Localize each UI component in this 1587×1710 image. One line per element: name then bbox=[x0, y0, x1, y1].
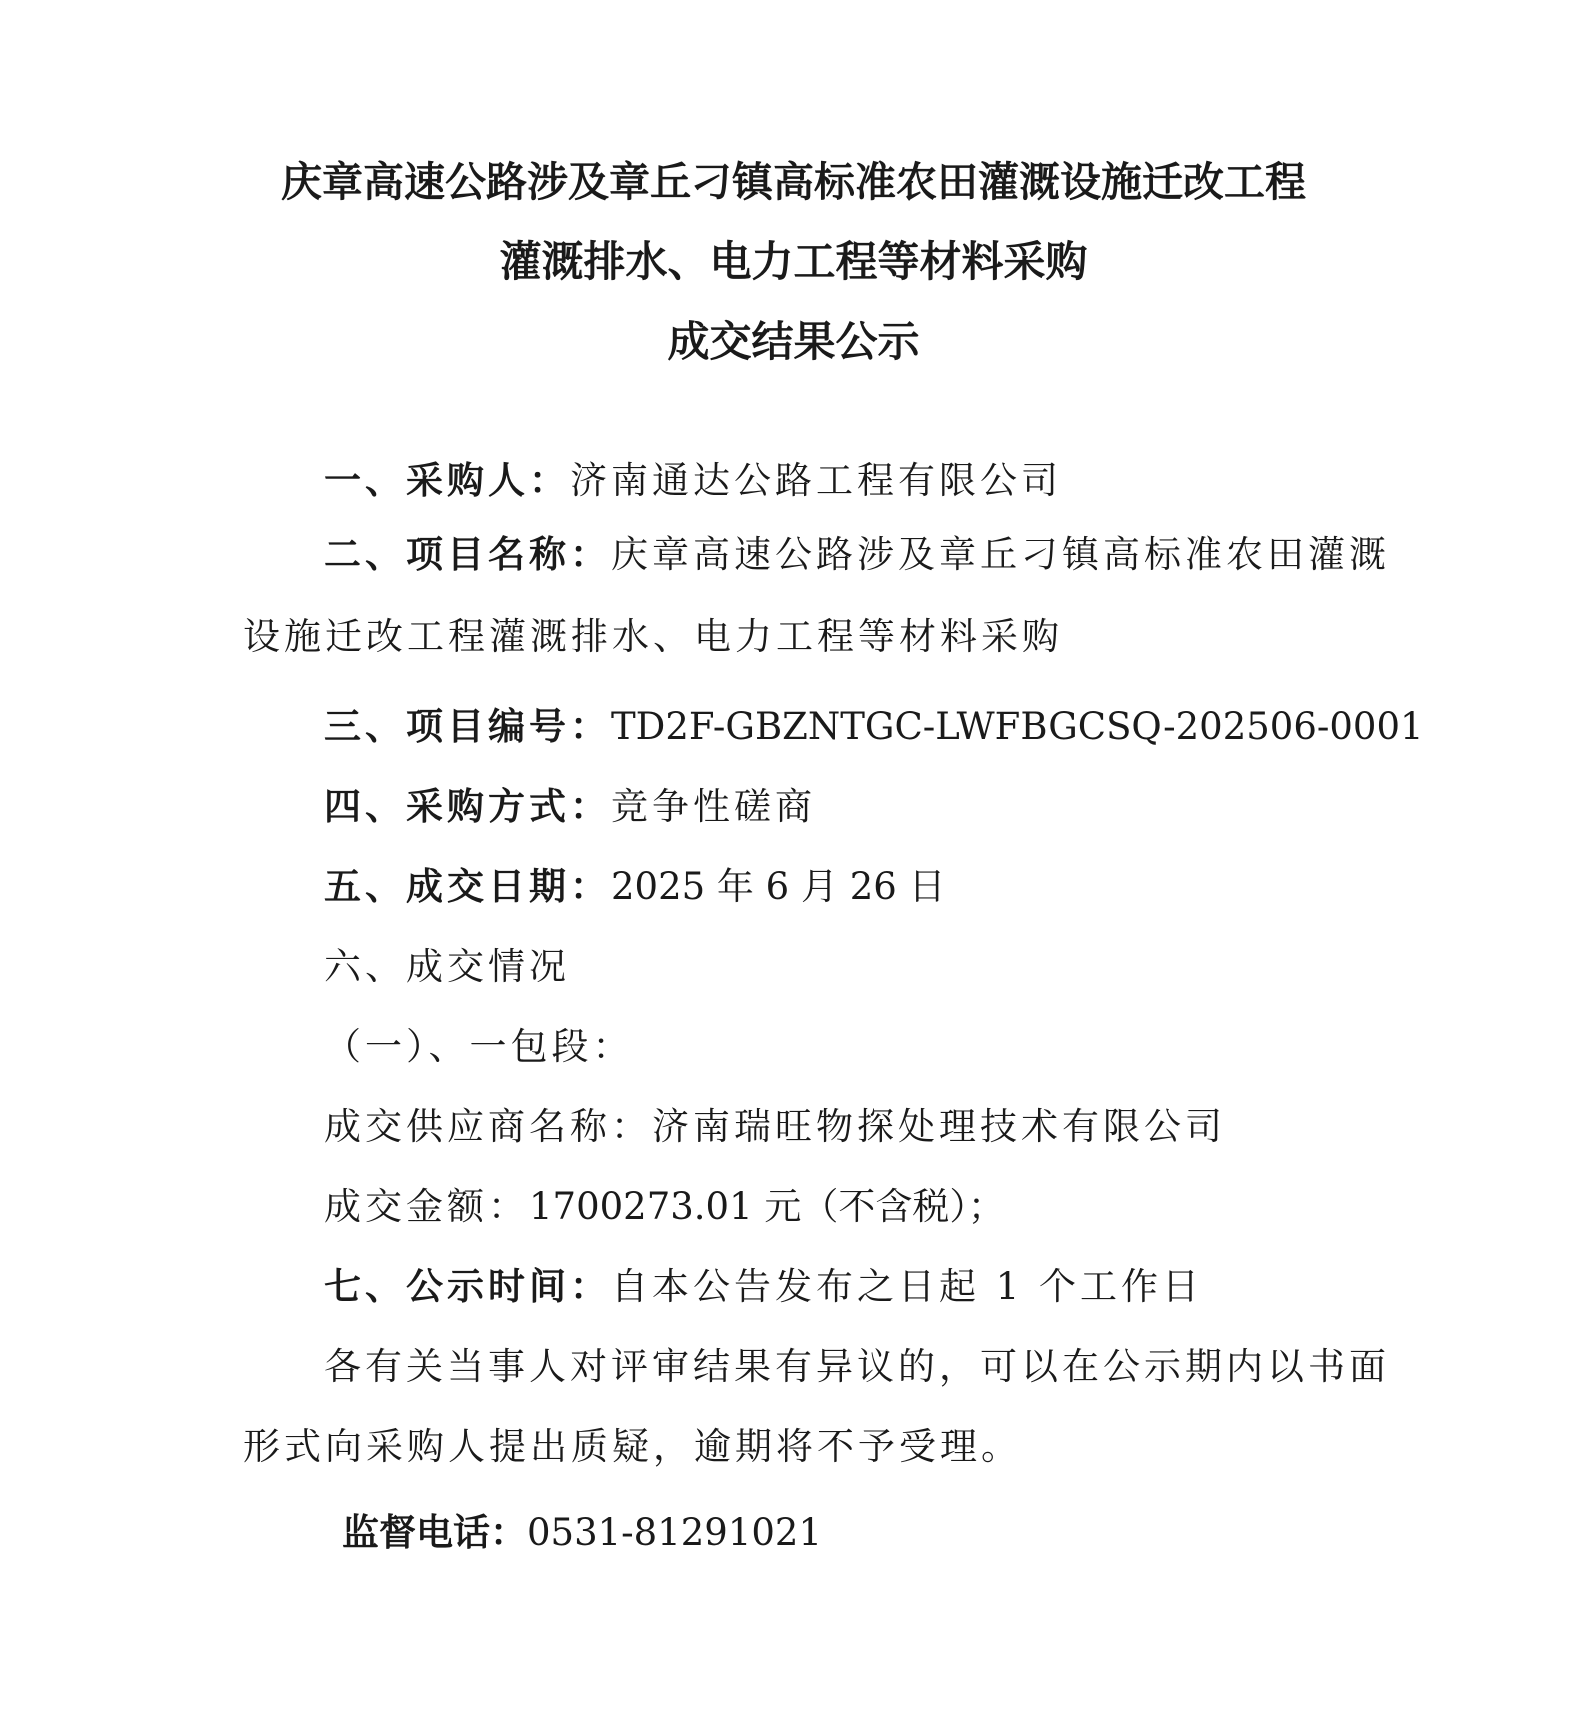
deal-date-row bbox=[324, 862, 946, 912]
title-line-1: 庆章高速公路涉及章丘刁镇高标准农田灌溉设施迁改工程 bbox=[281, 158, 1306, 206]
title-line-3: 成交结果公示 bbox=[667, 317, 920, 366]
notice-period-value: 自本公告发布之日起 1 个工作日 bbox=[611, 1265, 1204, 1308]
supervision-value: 0531-81291021 bbox=[527, 1511, 822, 1554]
amount-value: 1700273.01 元（不含税）； bbox=[529, 1185, 1005, 1228]
lot-label: （一）、一包段： bbox=[324, 1025, 634, 1068]
notice-period-label: 七、公示时间： bbox=[324, 1265, 611, 1308]
deal-status-row bbox=[324, 942, 570, 992]
procurement-method-value: 竞争性磋商 bbox=[611, 785, 816, 828]
purchaser-value: 济南通达公路工程有限公司 bbox=[570, 459, 1062, 502]
notice-period-row bbox=[324, 1262, 1203, 1312]
deal-date-label: 五、成交日期： bbox=[324, 865, 611, 908]
objection-text-1: 各有关当事人对评审结果有异议的，可以在公示期内以书面 bbox=[324, 1345, 1390, 1388]
supervision-row bbox=[342, 1508, 822, 1558]
amount-row bbox=[324, 1182, 1005, 1232]
supervision-label: 监督电话： bbox=[342, 1511, 527, 1554]
procurement-method-label: 四、采购方式： bbox=[324, 785, 611, 828]
procurement-method-row bbox=[324, 782, 816, 832]
lot-row bbox=[324, 1022, 634, 1072]
project-name-row bbox=[324, 530, 1390, 580]
project-name-value-line-2: 设施迁改工程灌溉排水、电力工程等材料采购 bbox=[243, 615, 1063, 658]
purchaser-label: 一、采购人： bbox=[324, 459, 570, 502]
project-number-value: TD2F-GBZNTGC-LWFBGCSQ-202506-0001 bbox=[611, 705, 1424, 748]
supplier-value: 济南瑞旺物探处理技术有限公司 bbox=[652, 1105, 1226, 1148]
project-name-value-line-1: 庆章高速公路涉及章丘刁镇高标准农田灌溉 bbox=[611, 533, 1390, 576]
title-line-2: 灌溉排水、电力工程等材料采购 bbox=[499, 237, 1088, 286]
deal-date-value: 2025 年 6 月 26 日 bbox=[611, 865, 946, 908]
purchaser-row bbox=[324, 456, 1062, 506]
deal-status-label: 六、成交情况 bbox=[324, 945, 570, 988]
objection-line-1 bbox=[324, 1342, 1390, 1392]
project-number-label: 三、项目编号： bbox=[324, 705, 611, 748]
amount-label: 成交金额： bbox=[324, 1185, 529, 1228]
project-name-label: 二、项目名称： bbox=[324, 533, 611, 576]
supplier-row bbox=[324, 1102, 1226, 1152]
objection-line-2 bbox=[243, 1422, 1022, 1472]
project-name-continuation bbox=[243, 612, 1063, 662]
objection-text-2: 形式向采购人提出质疑，逾期将不予受理。 bbox=[243, 1425, 1022, 1468]
supplier-label: 成交供应商名称： bbox=[324, 1105, 652, 1148]
project-number-row bbox=[324, 702, 1424, 752]
